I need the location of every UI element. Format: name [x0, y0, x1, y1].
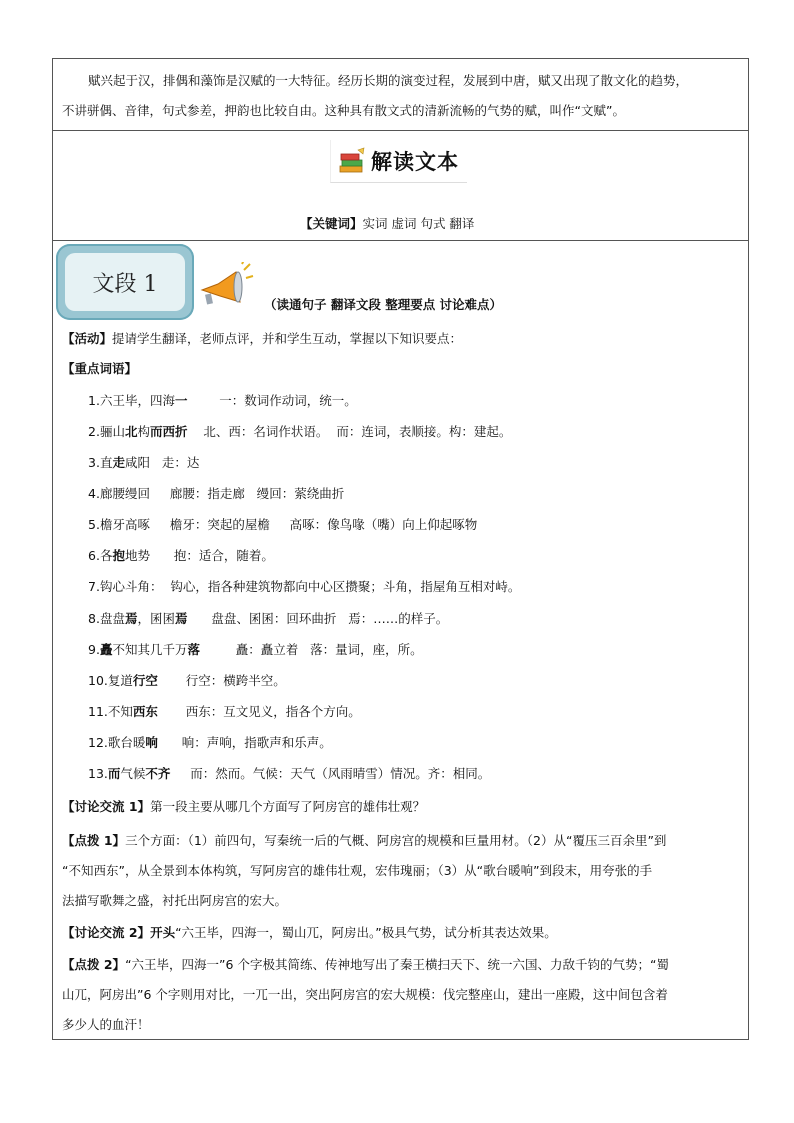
vocab-key: 响	[145, 735, 158, 750]
vocab-item	[88, 510, 768, 540]
vocab-num: 9.	[88, 642, 100, 657]
hint-1-text: 三个方面：（1）前四句，写秦统一后的气概、阿房宫的规模和巨量用材。（2）从“覆压三百余里”到	[125, 833, 667, 848]
vocab-phrase: 钩心斗角：	[99, 579, 163, 594]
vocab-gloss: 走：达	[149, 455, 200, 470]
vocab-key: 焉	[174, 611, 188, 626]
vocab-num: 8.	[88, 611, 100, 626]
vocab-key: 而	[107, 766, 121, 781]
vocab-key: 抱	[112, 548, 125, 563]
activity-label: 【活动】	[62, 331, 113, 346]
hint-1-label: 【点拨 1】	[62, 833, 126, 848]
discussion-1-text: 第一段主要从哪几个方面写了阿房宫的雄伟壮观？	[150, 799, 426, 814]
section-header	[330, 140, 467, 183]
hint-2-line-2: 山兀，阿房出”6 个字则用对比，一兀一出，突出阿房宫的宏大规模：伐完整座山，建出一座殿，这中间包含着	[62, 987, 668, 1002]
row-divider	[52, 240, 749, 241]
hint-2-label: 【点拨 2】	[62, 957, 126, 972]
vocab-item	[88, 417, 768, 447]
vocab-gloss: 盘盘、囷囷：回环曲折 焉：……的样子。	[187, 611, 449, 626]
vocab-key: 北	[124, 424, 138, 439]
vocab-phrase: 骊山	[99, 424, 125, 439]
activity-line	[62, 324, 742, 354]
vocab-phrase: 不知其几千万	[112, 642, 188, 657]
vocab-phrase: 地势	[124, 548, 150, 563]
vocab-gloss: 抱：适合，随着。	[149, 548, 274, 563]
vocab-phrase: 廊腰缦回	[99, 486, 150, 501]
vocab-item	[88, 448, 768, 478]
vocab-gloss: 廊腰：指走廊 缦回：萦绕曲折	[149, 486, 345, 501]
vocab-gloss: 矗：矗立着 落：量词，座，所。	[199, 642, 423, 657]
keywords-label: 【关键词】	[300, 216, 363, 231]
vocab-gloss: 一：数词作动词，统一。	[187, 393, 357, 408]
vocab-num: 10.	[88, 673, 108, 688]
vocab-phrase: 气候	[120, 766, 146, 781]
vocab-phrase: 构	[137, 424, 150, 439]
vocab-item	[88, 386, 768, 416]
vocab-gloss: 北、西：名词作状语。 而：连词，表顺接。构：建起。	[187, 424, 512, 439]
vocab-num: 2.	[88, 424, 100, 439]
intro-line-2: 不讲骈偶、音律，句式参差，押韵也比较自由。这种具有散文式的清新流畅的气势的赋，叫作“文赋”。	[62, 103, 625, 118]
discussion-2-text: “六王毕，四海一，蜀山兀，阿房出。”极具气势，试分析其表达效果。	[175, 925, 557, 940]
section-badge	[56, 244, 194, 320]
keywords-text: 实词 虚词 句式 翻译	[362, 216, 475, 231]
vocab-phrase: 各	[99, 548, 113, 563]
hint-2-line-3: 多少人的血汗！	[62, 1017, 150, 1032]
discussion-1	[62, 792, 742, 822]
keywords-line	[300, 212, 474, 236]
vocab-phrase: 咸阳	[124, 455, 150, 470]
megaphone-icon	[196, 262, 254, 312]
vocab-item	[88, 728, 768, 758]
hint-1-line-2: “不知西东”，从全景到本体构筑，写阿房宫的雄伟壮观，宏伟瑰丽；（3）从“歌台暖响”到段末，用夸张的手	[62, 863, 653, 878]
vocab-phrase: 盘盘	[99, 611, 125, 626]
discussion-2	[62, 918, 742, 948]
vocab-item	[88, 572, 768, 602]
vocab-phrase: 歌台暖	[107, 735, 146, 750]
vocab-phrase: 不知	[107, 704, 133, 719]
discussion-2-label: 【讨论交流 2】	[62, 925, 151, 940]
vocab-key: 西东	[132, 704, 158, 719]
discussion-2-bold: 开头	[150, 925, 176, 940]
vocab-key: 不齐	[145, 766, 171, 781]
intro-line-1: 赋兴起于汉，排偶和藻饰是汉赋的一大特征。经历长期的演变过程，发展到中唐，赋又出现了散文化的趋势，	[88, 73, 689, 88]
vocab-key: 矗	[99, 642, 113, 657]
vocab-gloss: 檐牙：突起的屋檐 高啄：像鸟喙（嘴）向上仰起啄物	[149, 517, 478, 532]
vocab-key: 焉	[124, 611, 138, 626]
vocab-key: 落	[187, 642, 200, 657]
activity-text: 提请学生翻译，老师点评，并和学生互动，掌握以下知识要点：	[112, 331, 463, 346]
vocab-phrase: 直	[99, 455, 113, 470]
vocab-phrase: ，囷囷	[137, 611, 175, 626]
vocab-phrase: 檐牙高啄	[99, 517, 150, 532]
vocab-num: 13.	[88, 766, 108, 781]
vocab-phrase: 六王毕，四海	[99, 393, 175, 408]
hint-1-line-3: 法描写歌舞之盛，衬托出阿房宫的宏大。	[62, 893, 288, 908]
vocab-num: 6.	[88, 548, 100, 563]
vocab-num: 11.	[88, 704, 108, 719]
vocab-item	[88, 635, 768, 665]
vocab-gloss: 钩心，指各种建筑物都向中心区攒聚；斗角，指屋角互相对峙。	[162, 579, 521, 594]
vocab-item	[88, 541, 768, 571]
hint-1-line-1	[62, 826, 742, 856]
vocab-gloss: 行空：横跨半空。	[157, 673, 286, 688]
vocab-key: 走	[112, 455, 125, 470]
row-divider	[52, 130, 749, 131]
vocab-num: 4.	[88, 486, 100, 501]
vocab-num: 7.	[88, 579, 100, 594]
vocab-item	[88, 604, 768, 634]
section-badge-label: 文段 1	[65, 253, 185, 311]
books-icon	[337, 146, 367, 176]
vocab-item	[88, 759, 768, 789]
vocab-key: 一	[174, 393, 188, 408]
vocab-gloss: 响：声响，指歌声和乐声。	[157, 735, 332, 750]
vocab-num: 1.	[88, 393, 100, 408]
section-subtitle: （读通句子 翻译文段 整理要点 讨论难点）	[264, 297, 503, 312]
vocab-item	[88, 666, 768, 696]
vocab-key: 而西折	[149, 424, 188, 439]
vocab-num: 5.	[88, 517, 100, 532]
vocab-title: 【重点词语】	[62, 361, 138, 376]
hint-2-line-1	[62, 950, 742, 980]
vocab-gloss: 而：然而。气候：天气（风雨晴雪）情况。齐：相同。	[170, 766, 491, 781]
vocab-phrase: 复道	[107, 673, 133, 688]
vocab-item	[88, 479, 768, 509]
vocab-num: 3.	[88, 455, 100, 470]
section-header-title: 解读文本	[371, 150, 459, 174]
discussion-1-label: 【讨论交流 1】	[62, 799, 151, 814]
vocab-key: 行空	[132, 673, 158, 688]
vocab-item	[88, 697, 768, 727]
vocab-num: 12.	[88, 735, 108, 750]
vocab-gloss: 西东：互文见义，指各个方向。	[157, 704, 361, 719]
hint-2-text: “六王毕，四海一”6 个字极其简练、传神地写出了秦王横扫天下、统一六国、力敌千钧的气势；“蜀	[125, 957, 669, 972]
